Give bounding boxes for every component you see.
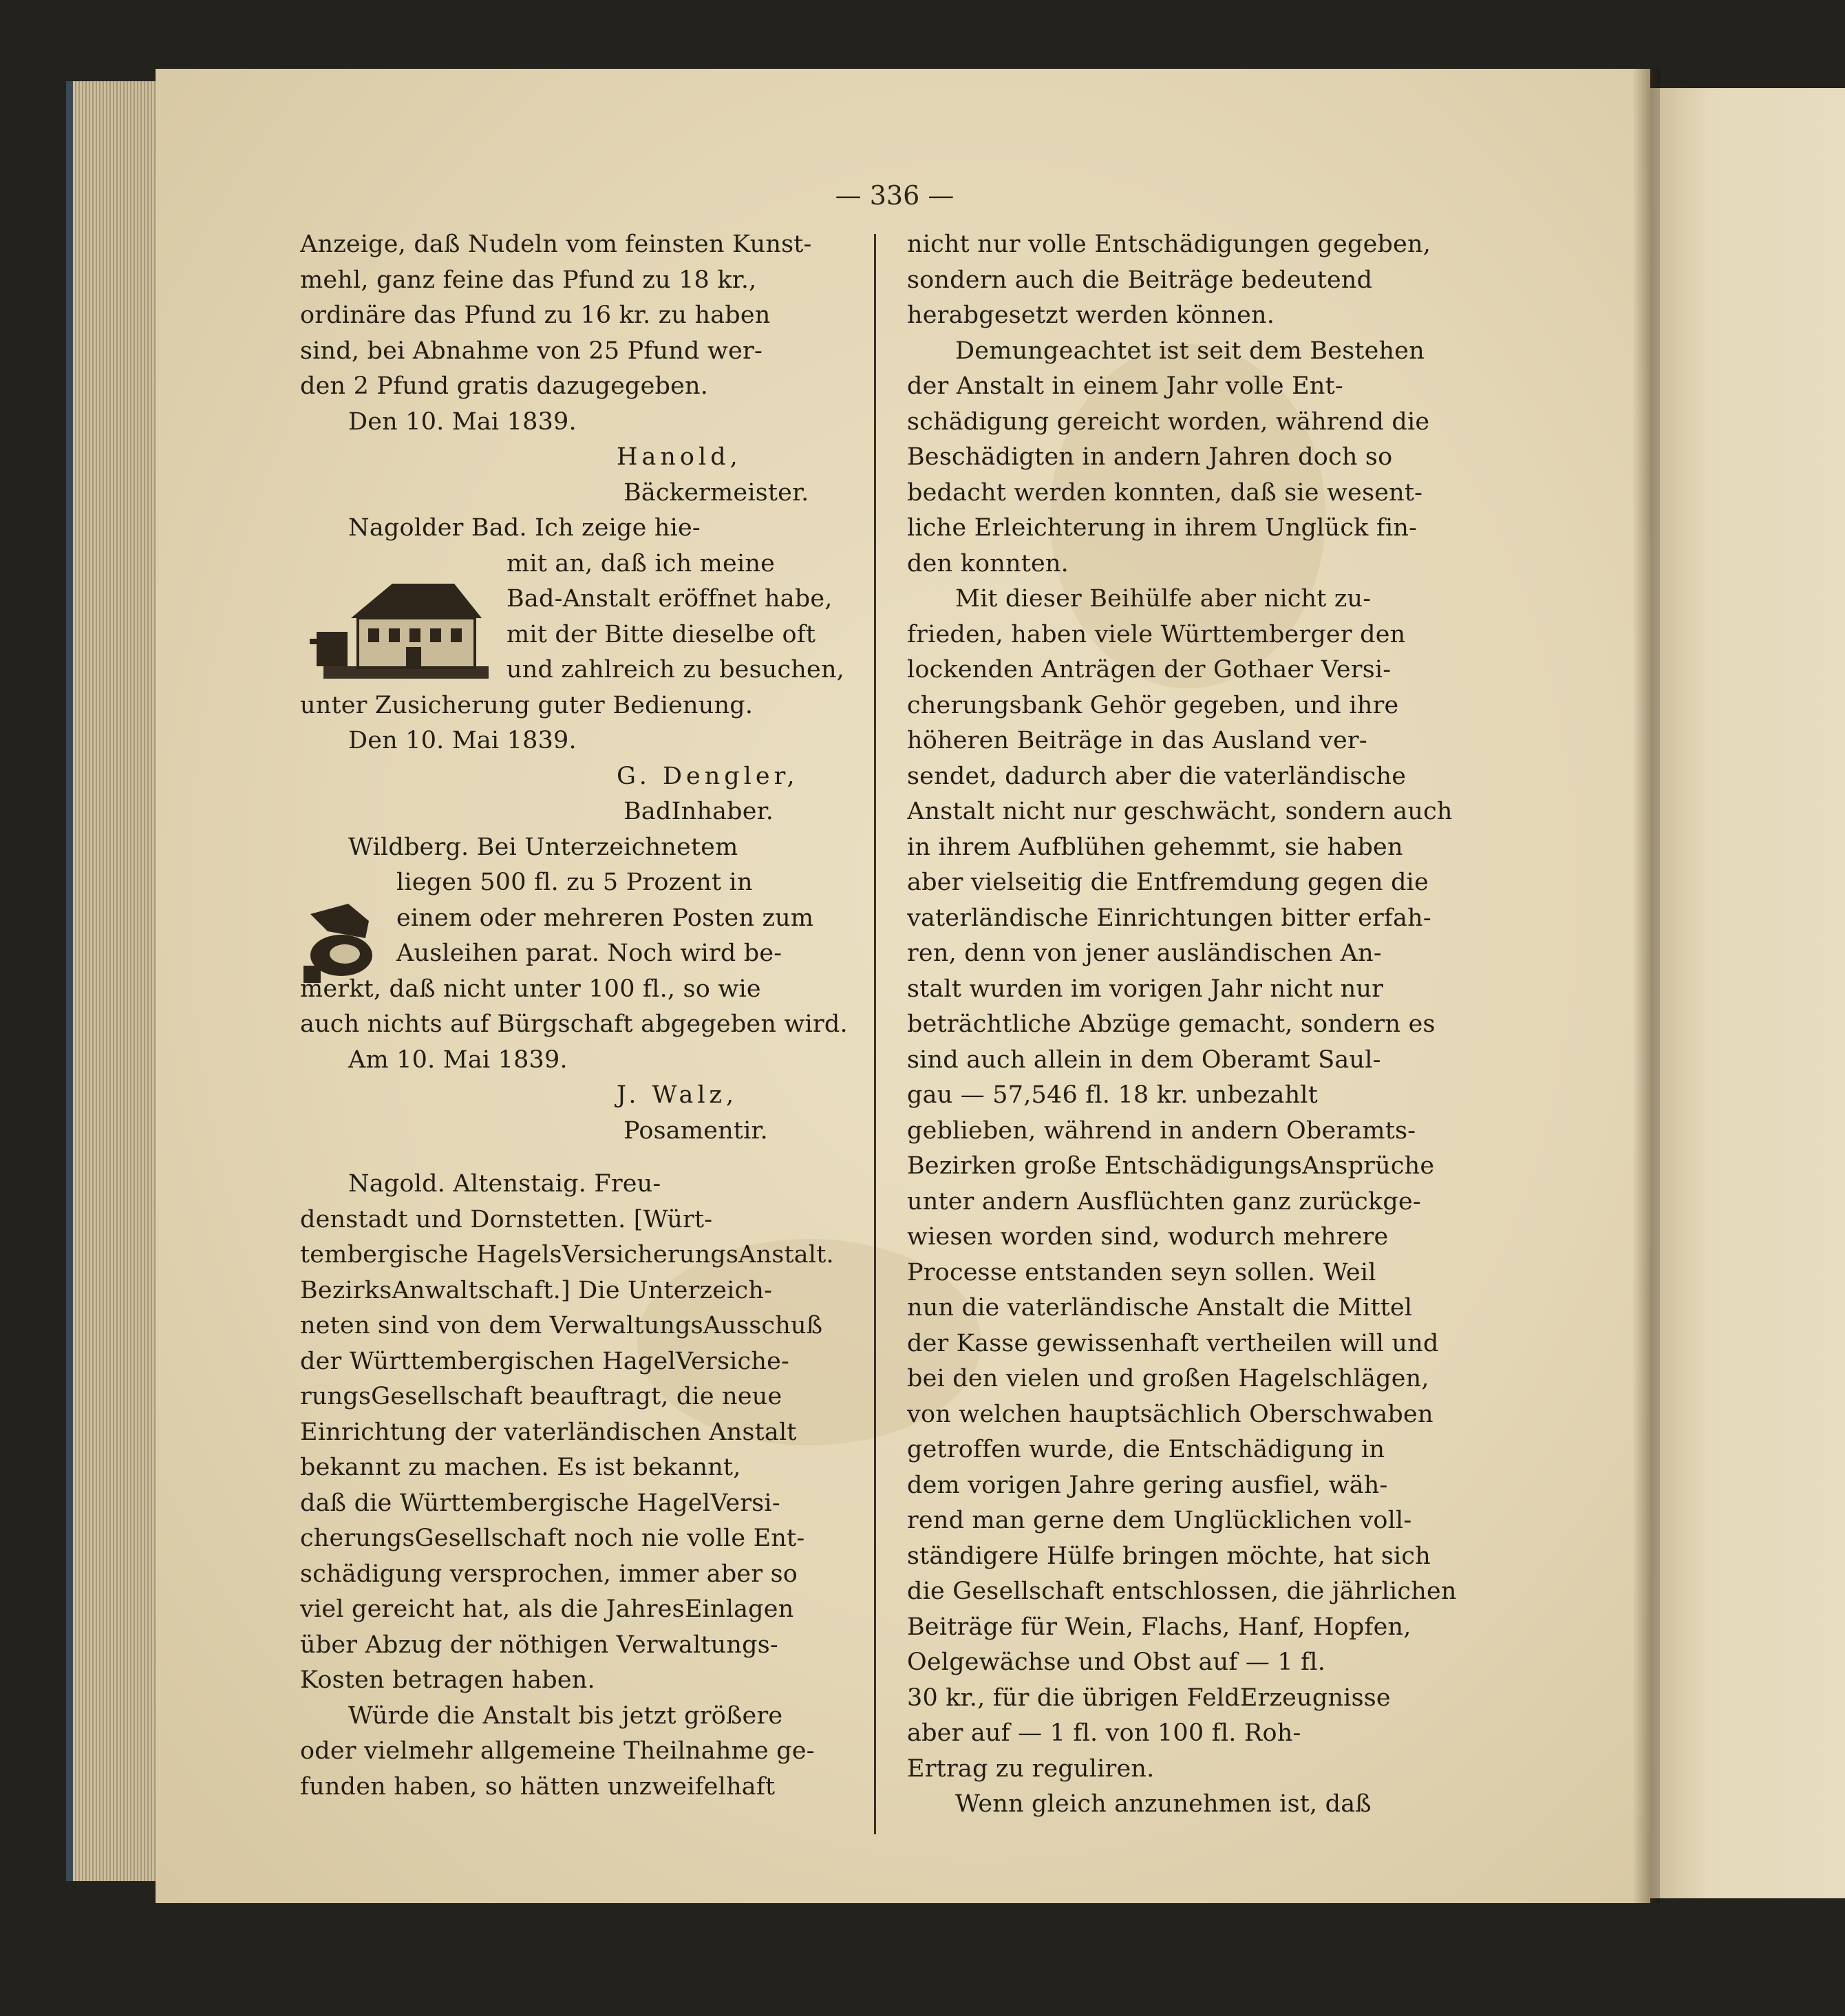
text-line: bedacht werden konnten, daß sie wesent- — [907, 478, 1423, 507]
text-line: der Württembergischen HagelVersiche- — [300, 1347, 790, 1375]
date-line: Am 10. Mai 1839. — [348, 1046, 568, 1074]
text-line: Beschädigten in andern Jahren doch so — [907, 443, 1393, 471]
text-line: beträchtliche Abzüge gemacht, sondern es — [907, 1010, 1436, 1038]
text-line: einem oder mehreren Posten zum — [396, 904, 814, 932]
text-line: ordinäre das Pfund zu 16 kr. zu haben — [300, 301, 771, 329]
right-page — [1650, 88, 1845, 1898]
text-line: sind auch allein in dem Oberamt Saul- — [907, 1046, 1381, 1074]
text-line: geblieben, während in andern Oberamts- — [907, 1116, 1416, 1145]
text-line: die Gesellschaft entschlossen, die jährlichen — [907, 1578, 1457, 1605]
text-line: auch nichts auf Bürgschaft abgegeben wird. — [300, 1010, 848, 1038]
text-line: unter Zusicherung guter Bedienung. — [300, 691, 754, 719]
text-line: Würde die Anstalt bis jetzt größere — [348, 1701, 783, 1730]
text-line: Nagolder Bad. Ich zeige hie- — [348, 514, 701, 542]
text-line: mit der Bitte dieselbe oft — [506, 620, 816, 648]
date-line: Den 10. Mai 1839. — [348, 727, 577, 754]
text-line: mehl, ganz feine das Pfund zu 18 kr., — [300, 266, 757, 294]
text-line: vaterländische Einrichtungen bitter erfah- — [907, 904, 1431, 932]
page-number: — 336 — — [835, 180, 955, 211]
text-line: sendet, dadurch aber die vaterländische — [907, 762, 1407, 790]
text-line: ständigere Hülfe bringen möchte, hat sich — [907, 1542, 1431, 1570]
text-line: oder vielmehr allgemeine Theilnahme ge- — [300, 1737, 815, 1765]
page-edges — [66, 81, 169, 1881]
signature-title: Posamentir. — [623, 1116, 768, 1145]
text-line: frieden, haben viele Württemberger den — [907, 620, 1406, 648]
text-line: getroffen wurde, die Entschädigung in — [907, 1436, 1385, 1463]
text-line: denstadt und Dornstetten. [Würt- — [300, 1205, 713, 1233]
text-line: Oelgewächse und Obst auf — 1 fl. — [907, 1648, 1326, 1676]
signature-name: J. Walz, — [617, 1081, 738, 1109]
signature-name: Hanold, — [617, 443, 742, 471]
text-line: wiesen worden sind, wodurch mehrere — [907, 1223, 1389, 1251]
text-line: schädigung versprochen, immer aber so — [300, 1560, 798, 1588]
text-line: Ausleihen parat. Noch wird be- — [396, 940, 782, 967]
signature-title: BadInhaber. — [623, 798, 774, 825]
text-line: funden haben, so hätten unzweifelhaft — [300, 1772, 776, 1801]
text-line: Wildberg. Bei Unterzeichnetem — [348, 833, 738, 861]
text-line: der Kasse gewissenhaft vertheilen will und — [907, 1329, 1439, 1357]
text-line: BezirksAnwaltschaft.] Die Unterzeich- — [300, 1276, 773, 1304]
gutter-shadow — [1632, 69, 1660, 1903]
text-line: aber vielseitig die Entfremdung gegen die — [907, 869, 1429, 896]
date-line: Den 10. Mai 1839. — [348, 407, 577, 436]
text-line: stalt wurden im vorigen Jahr nicht nur — [907, 975, 1384, 1003]
text-line: neten sind von dem VerwaltungsAusschuß — [300, 1312, 823, 1339]
text-line: sondern auch die Beiträge bedeutend — [907, 266, 1373, 294]
left-text-column — [300, 227, 864, 1865]
text-line: bekannt zu machen. Es ist bekannt, — [300, 1454, 741, 1481]
signature-title: Bäckermeister. — [623, 478, 809, 507]
right-text-column — [907, 227, 1471, 1865]
text-line: nicht nur volle Entschädigungen gegeben, — [907, 231, 1431, 258]
text-line: aber auf — 1 fl. von 100 fl. Roh- — [907, 1719, 1301, 1747]
text-line: den konnten. — [907, 549, 1069, 577]
text-line: Ertrag zu reguliren. — [907, 1754, 1155, 1783]
text-line: in ihrem Aufblühen gehemmt, sie haben — [907, 833, 1403, 861]
paragraph-gap — [300, 1149, 864, 1167]
text-line: von welchen hauptsächlich Oberschwaben — [907, 1400, 1433, 1428]
signature-name: G. Dengler, — [617, 762, 799, 790]
text-line: Anstalt nicht nur geschwächt, sondern auch — [907, 798, 1453, 825]
text-line: rungsGesellschaft beauftragt, die neue — [300, 1383, 782, 1410]
text-line: liegen 500 fl. zu 5 Prozent in — [396, 869, 753, 896]
text-line: den 2 Pfund gratis dazugegeben. — [300, 372, 709, 400]
text-line: nun die vaterländische Anstalt die Mittel — [907, 1294, 1413, 1322]
text-line: gau — 57,546 fl. 18 kr. unbezahlt — [907, 1081, 1318, 1109]
text-line: merkt, daß nicht unter 100 fl., so wie — [300, 975, 761, 1003]
text-line: Kosten betragen haben. — [300, 1666, 595, 1694]
text-line: 30 kr., für die übrigen FeldErzeugnisse — [907, 1684, 1391, 1712]
text-line: herabgesetzt werden können. — [907, 301, 1275, 329]
text-line: Nagold. Altenstaig. Freu- — [348, 1170, 661, 1198]
text-line: mit an, daß ich meine — [506, 549, 776, 577]
text-line: bei den vielen und großen Hagelschlägen, — [907, 1365, 1429, 1392]
text-line: Bezirken große EntschädigungsAnsprüche — [907, 1152, 1435, 1180]
text-line: schädigung gereicht worden, während die — [907, 407, 1430, 436]
text-line: tembergische HagelsVersicherungsAnstalt. — [300, 1241, 834, 1269]
text-line: Bad-Anstalt eröffnet habe, — [506, 585, 833, 613]
text-line: unter andern Ausflüchten ganz zurückge- — [907, 1187, 1421, 1216]
text-line: Mit dieser Beihülfe aber nicht zu- — [955, 585, 1372, 613]
text-line: Anzeige, daß Nudeln vom feinsten Kunst- — [300, 231, 812, 258]
text-line: dem vorigen Jahre gering ausfiel, wäh- — [907, 1471, 1388, 1499]
text-line: Demungeachtet ist seit dem Bestehen — [955, 337, 1425, 365]
text-line: viel gereicht hat, als die JahresEinlagen — [300, 1595, 794, 1623]
column-rule — [874, 234, 876, 1834]
text-line: höheren Beiträge in das Ausland ver- — [907, 727, 1367, 754]
text-line: Processe entstanden seyn sollen. Weil — [907, 1258, 1376, 1286]
text-line: lockenden Anträgen der Gothaer Versi- — [907, 656, 1391, 683]
text-line: Einrichtung der vaterländischen Anstalt — [300, 1418, 797, 1446]
text-line: cherungsbank Gehör gegeben, und ihre — [907, 691, 1399, 719]
text-line: und zahlreich zu besuchen, — [506, 656, 845, 683]
text-line: Wenn gleich anzunehmen ist, daß — [955, 1790, 1372, 1818]
text-line: daß die Württembergische HagelVersi- — [300, 1489, 780, 1517]
text-line: über Abzug der nöthigen Verwaltungs- — [300, 1631, 778, 1659]
text-line: rend man gerne dem Unglücklichen voll- — [907, 1507, 1412, 1534]
text-line: ren, denn von jener ausländischen An- — [907, 940, 1382, 967]
text-line: cherungsGesellschaft noch nie volle Ent- — [300, 1525, 805, 1552]
text-line: sind, bei Abnahme von 25 Pfund wer- — [300, 337, 762, 365]
text-line: liche Erleichterung in ihrem Unglück fin- — [907, 514, 1418, 542]
text-line: der Anstalt in einem Jahr volle Ent- — [907, 372, 1343, 400]
text-line: Beiträge für Wein, Flachs, Hanf, Hopfen, — [907, 1613, 1411, 1641]
